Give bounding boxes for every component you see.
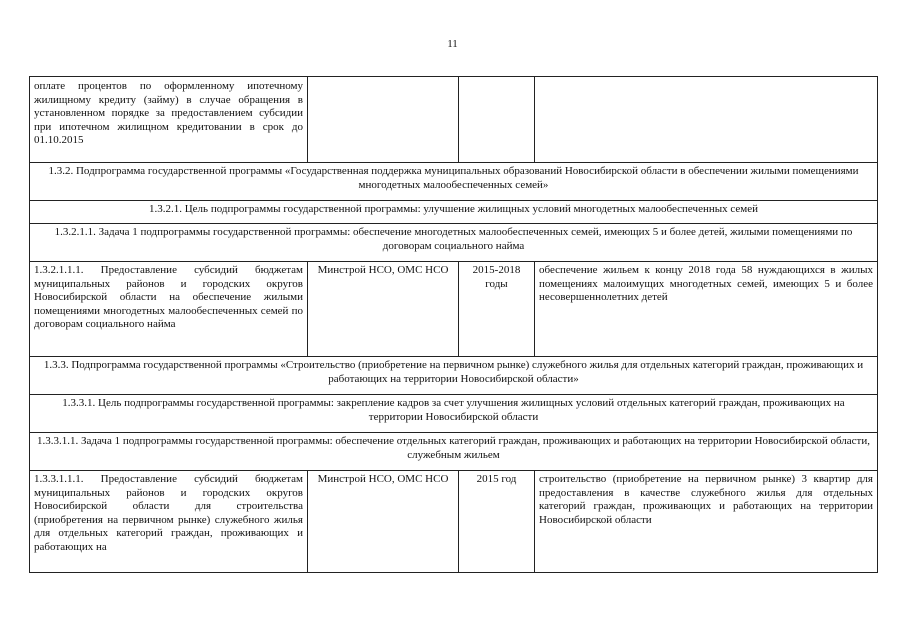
executor-cell: Минстрой НСО, ОМС НСО: [308, 262, 459, 357]
goal-heading: 1.3.2.1. Цель подпрограммы государственной программы: улучшение жилищных условий многодетных малообеспеченных семей: [30, 201, 878, 224]
executor-cell: [308, 77, 459, 163]
task-heading: 1.3.2.1.1. Задача 1 подпрограммы государственной программы: обеспечение многодетных малообеспеченных семей, имеющих 5 и более детей, жилыми помещениями по договорам социального найма: [30, 224, 878, 262]
subprogram-heading: 1.3.3. Подпрограмма государственной программы «Строительство (приобретение на первичном рынке) служебного жилья для отдельных категорий граждан, проживающих и работающих на территории Новосибирской области»: [30, 357, 878, 395]
table-row: [30, 357, 878, 395]
measure-cell: оплате процентов по оформленному ипотечному жилищному кредиту (займу) в случае обращения в установленном порядке за предоставлением субсидии при ипотечном жилищном кредитовании в срок до 01.10.2015: [30, 77, 308, 163]
table-row: [30, 163, 878, 201]
measure-cell: 1.3.2.1.1.1. Предоставление субсидий бюджетам муниципальных районов и городских округов Новосибирской области на обеспечение жилыми помещениями многодетных малообеспеченных семей по договорам социального найма: [30, 262, 308, 357]
result-cell: строительство (приобретение на первичном рынке) 3 квартир для предоставления в качестве служебного жилья для отдельных категорий граждан, проживающих и работающих на территории Новосибирской области: [535, 471, 878, 573]
task-heading: 1.3.3.1.1. Задача 1 подпрограммы государственной программы: обеспечение отдельных категорий граждан, проживающих и работающих на территории Новосибирской области, служебным жильем: [30, 433, 878, 471]
goal-heading: 1.3.3.1. Цель подпрограммы государственной программы: закрепление кадров за счет улучшения жилищных условий отдельных категорий граждан, проживающих на территории Новосибирской области: [30, 395, 878, 433]
term-cell: 2015-2018 годы: [459, 262, 535, 357]
result-cell: обеспечение жильем к концу 2018 года 58 нуждающихся в жилых помещениях малоимущих многодетных семей, имеющих 5 и более несовершеннолетних детей: [535, 262, 878, 357]
table-row: [30, 201, 878, 224]
page-number: 11: [447, 38, 458, 50]
result-cell: [535, 77, 878, 163]
table-row: [30, 471, 878, 573]
table-row: [30, 262, 878, 357]
subprogram-heading: 1.3.2. Подпрограмма государственной программы «Государственная поддержка муниципальных образований Новосибирской области в обеспечении жилыми помещениями многодетных малообеспеченных семей»: [30, 163, 878, 201]
executor-cell: Минстрой НСО, ОМС НСО: [308, 471, 459, 573]
term-cell: [459, 77, 535, 163]
term-cell: 2015 год: [459, 471, 535, 573]
table-row: [30, 395, 878, 433]
table-row: [30, 224, 878, 262]
table-row: [30, 433, 878, 471]
measures-table: [29, 76, 878, 573]
table-row: [30, 77, 878, 163]
measure-cell: 1.3.3.1.1.1. Предоставление субсидий бюджетам муниципальных районов и городских округов Новосибирской области для строительства (приобретения на первичном рынке) служебного жилья для отдельных категорий граждан, проживающих и работающих на: [30, 471, 308, 573]
